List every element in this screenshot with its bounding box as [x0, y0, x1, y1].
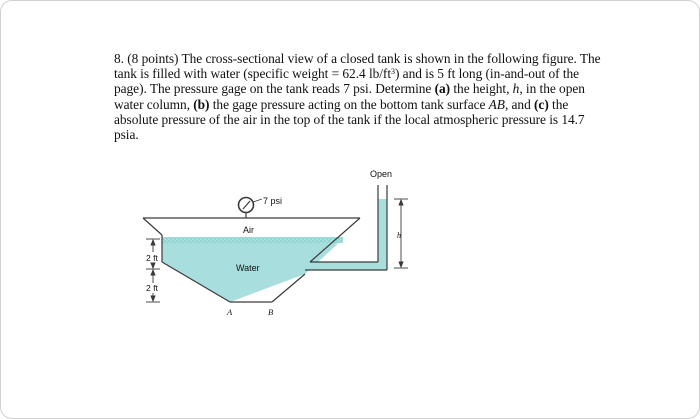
lower-depth-label: 2 ft: [146, 283, 158, 293]
air-label: Air: [243, 225, 254, 235]
water-surface: [162, 237, 343, 243]
problem-text-1: The cross-sectional view of a closed tank is shown in the following figure. The tank is filled with water (specific weight = 62.4 lb/ft: [114, 51, 601, 82]
gage-leader: [253, 199, 262, 202]
part-c-label: (c): [534, 96, 549, 112]
gage-reading-label: 7 psi: [263, 196, 283, 206]
problem-text-6: , and: [504, 96, 535, 112]
part-b-label: (b): [193, 96, 210, 112]
pressure-gage-icon: [239, 198, 254, 219]
cubic-exponent: 3: [391, 67, 395, 77]
variable-ab: AB: [488, 96, 505, 112]
point-b-label: B: [268, 307, 274, 317]
problem-text-3: the height,: [450, 81, 513, 97]
problem-text-4: , in the open water column,: [114, 81, 585, 112]
problem-number: 8.: [114, 51, 124, 66]
water-label: Water: [236, 263, 260, 273]
point-a-label: A: [227, 307, 233, 317]
problem-text-2: ) and is 5 ft long (in-and-out of the page). The pressure gage on the tank reads 7 psi. Determine: [114, 66, 580, 97]
variable-h: h: [512, 81, 520, 97]
problem-points: (8 points): [127, 51, 179, 66]
problem-text-5: the gage pressure acting on the bottom tank surface: [209, 96, 489, 112]
upper-depth-label: 2 ft: [146, 253, 158, 263]
h-label: h: [397, 231, 401, 240]
part-a-label: (a): [434, 81, 451, 97]
open-label: Open: [370, 169, 393, 179]
problem-text-7: the absolute pressure of the air in the top of the tank if the local atmospheric pressure is 14.7 psia.: [114, 96, 585, 143]
